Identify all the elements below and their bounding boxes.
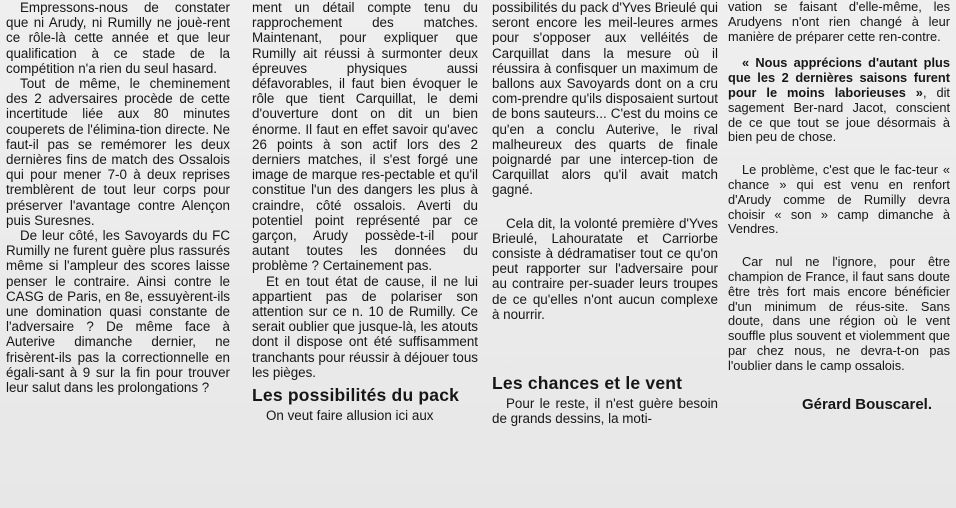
paragraph: De leur côté, les Savoyards du FC Rumilly ne furent guère plus rassurés même si l'ampleur des scores laisse penser le contraire. Ainsi contre le CASG de Paris, en 8e, essuyèrent-ils une domination quasi constante de l'adversaire ? De même face à Auterive dimanche dernier, ne frisèrent-ils pas la correctionnelle en égali-sant à 9 sur la fin pour trouver leur salut dans les prolongations ? xyxy=(6,228,230,396)
paragraph: Car nul ne l'ignore, pour être champion de France, il faut sans doute être très fort mais encore bénéficier d'un minimum de réus-site. Sans doute, dans une région où le vent souffle plus souvent et violemment que par chez nous, ne devra-t-on pas l'oublier dans le camp ossalois. xyxy=(728,254,950,373)
quote-paragraph xyxy=(728,56,950,145)
author-signature: Gérard Bouscarel. xyxy=(801,395,932,413)
paragraph: On veut faire allusion ici aux xyxy=(266,408,434,424)
paragraph: Tout de même, le cheminement des 2 adversaires procède de cette incertitude liée aux 80 minutes couperets de l'élimina-tion directe. Ne faut-il pas se remémorer les deux dernières fins de match des Ossalois qui pour mener 7-0 à deux reprises tremblèrent de tout leur corps pour préserver l'avantage contre Alençon puis Suresnes. xyxy=(6,76,230,228)
paragraph: Pour le reste, il n'est guère besoin de grands dessins, la moti- xyxy=(492,396,718,427)
paragraph: ment un détail compte tenu du rapprochement des matches. Maintenant, pour expliquer que Rumilly ait réussi à surmonter deux épreuves physiques aussi défavorables, il faut bien évoquer le rôle que tient Carquillat, le demi d'ouverture dont on dit un bien énorme. Il faut en effet savoir qu'avec 26 points à son actif lors des 2 derniers matches, il s'est forgé une image de marque res-pectable et qu'il constitue l'un des dangers les plus à craindre, côté ossalois. Averti du potentiel point représenté par ce garçon, Arudy possède-t-il pour autant toutes les données du problème ? Certainement pas. xyxy=(252,0,478,274)
paragraph: Le problème, c'est que le fac-teur « chance » qui est venu en renfort d'Arudy comme de Rumilly devra choisir « son » camp dimanche à Vendres. xyxy=(728,162,950,237)
quote: « Nous apprécions d'autant plus que les 2 dernières saisons furent pour le moins laborieuses » xyxy=(728,55,950,100)
paragraph: Et en tout état de cause, il ne lui appartient pas de polariser son attention sur ce n. 10 de Rumilly. Ce serait oublier que jusque-là, les atouts dont il dispose ont été suffisamment tranchants pour réussir à déjouer tous les pièges. xyxy=(252,273,478,380)
paragraph: Empressons-nous de constater que ni Arudy, ni Rumilly ne jouè-rent ce rôle-là cette année et que leur qualification à ce stade de la compétition n'a rien du seul hasard. xyxy=(6,0,230,76)
quote-tail: , dit sagement Ber-nard Jacot, conscient de ce que tout se joue désormais à bien peu de chose. xyxy=(728,84,950,145)
subheading-pack: Les possibilités du pack xyxy=(252,385,460,406)
article-column-2 xyxy=(252,0,478,508)
paragraph: vation se faisant d'elle-même, les Arudyens n'ont rien changé à leur manière de préparer cette ren-contre. xyxy=(728,0,950,44)
article-column-1 xyxy=(6,0,230,508)
subheading-chances: Les chances et le vent xyxy=(492,373,683,394)
paragraph: Cela dit, la volonté première d'Yves Brieulé, Lahouratate et Carriorbe consiste à dédramatiser tout ce qu'on peut rapporter sur l'adversaire pour au contraire per-suader leurs troupes de ce qu'elles n'ont aucun complexe à nourrir. xyxy=(492,215,718,322)
article-column-4 xyxy=(728,0,950,508)
article-column-3 xyxy=(492,0,718,508)
paragraph: possibilités du pack d'Yves Brieulé qui seront encore les meil-leures armes pour s'opposer aux velléités de Carquillat dans la mesure où il réussira à confisquer un maximum de ballons aux Savoyards dont on a cru com-prendre qu'ils disposaient surtout de bons sauteurs... C'est du moins ce qu'en a conclu Auterive, le rival malheureux des quarts de finale poignardé par une intercep-tion de Carquillat alors qu'il avait match gagné. xyxy=(492,0,718,198)
